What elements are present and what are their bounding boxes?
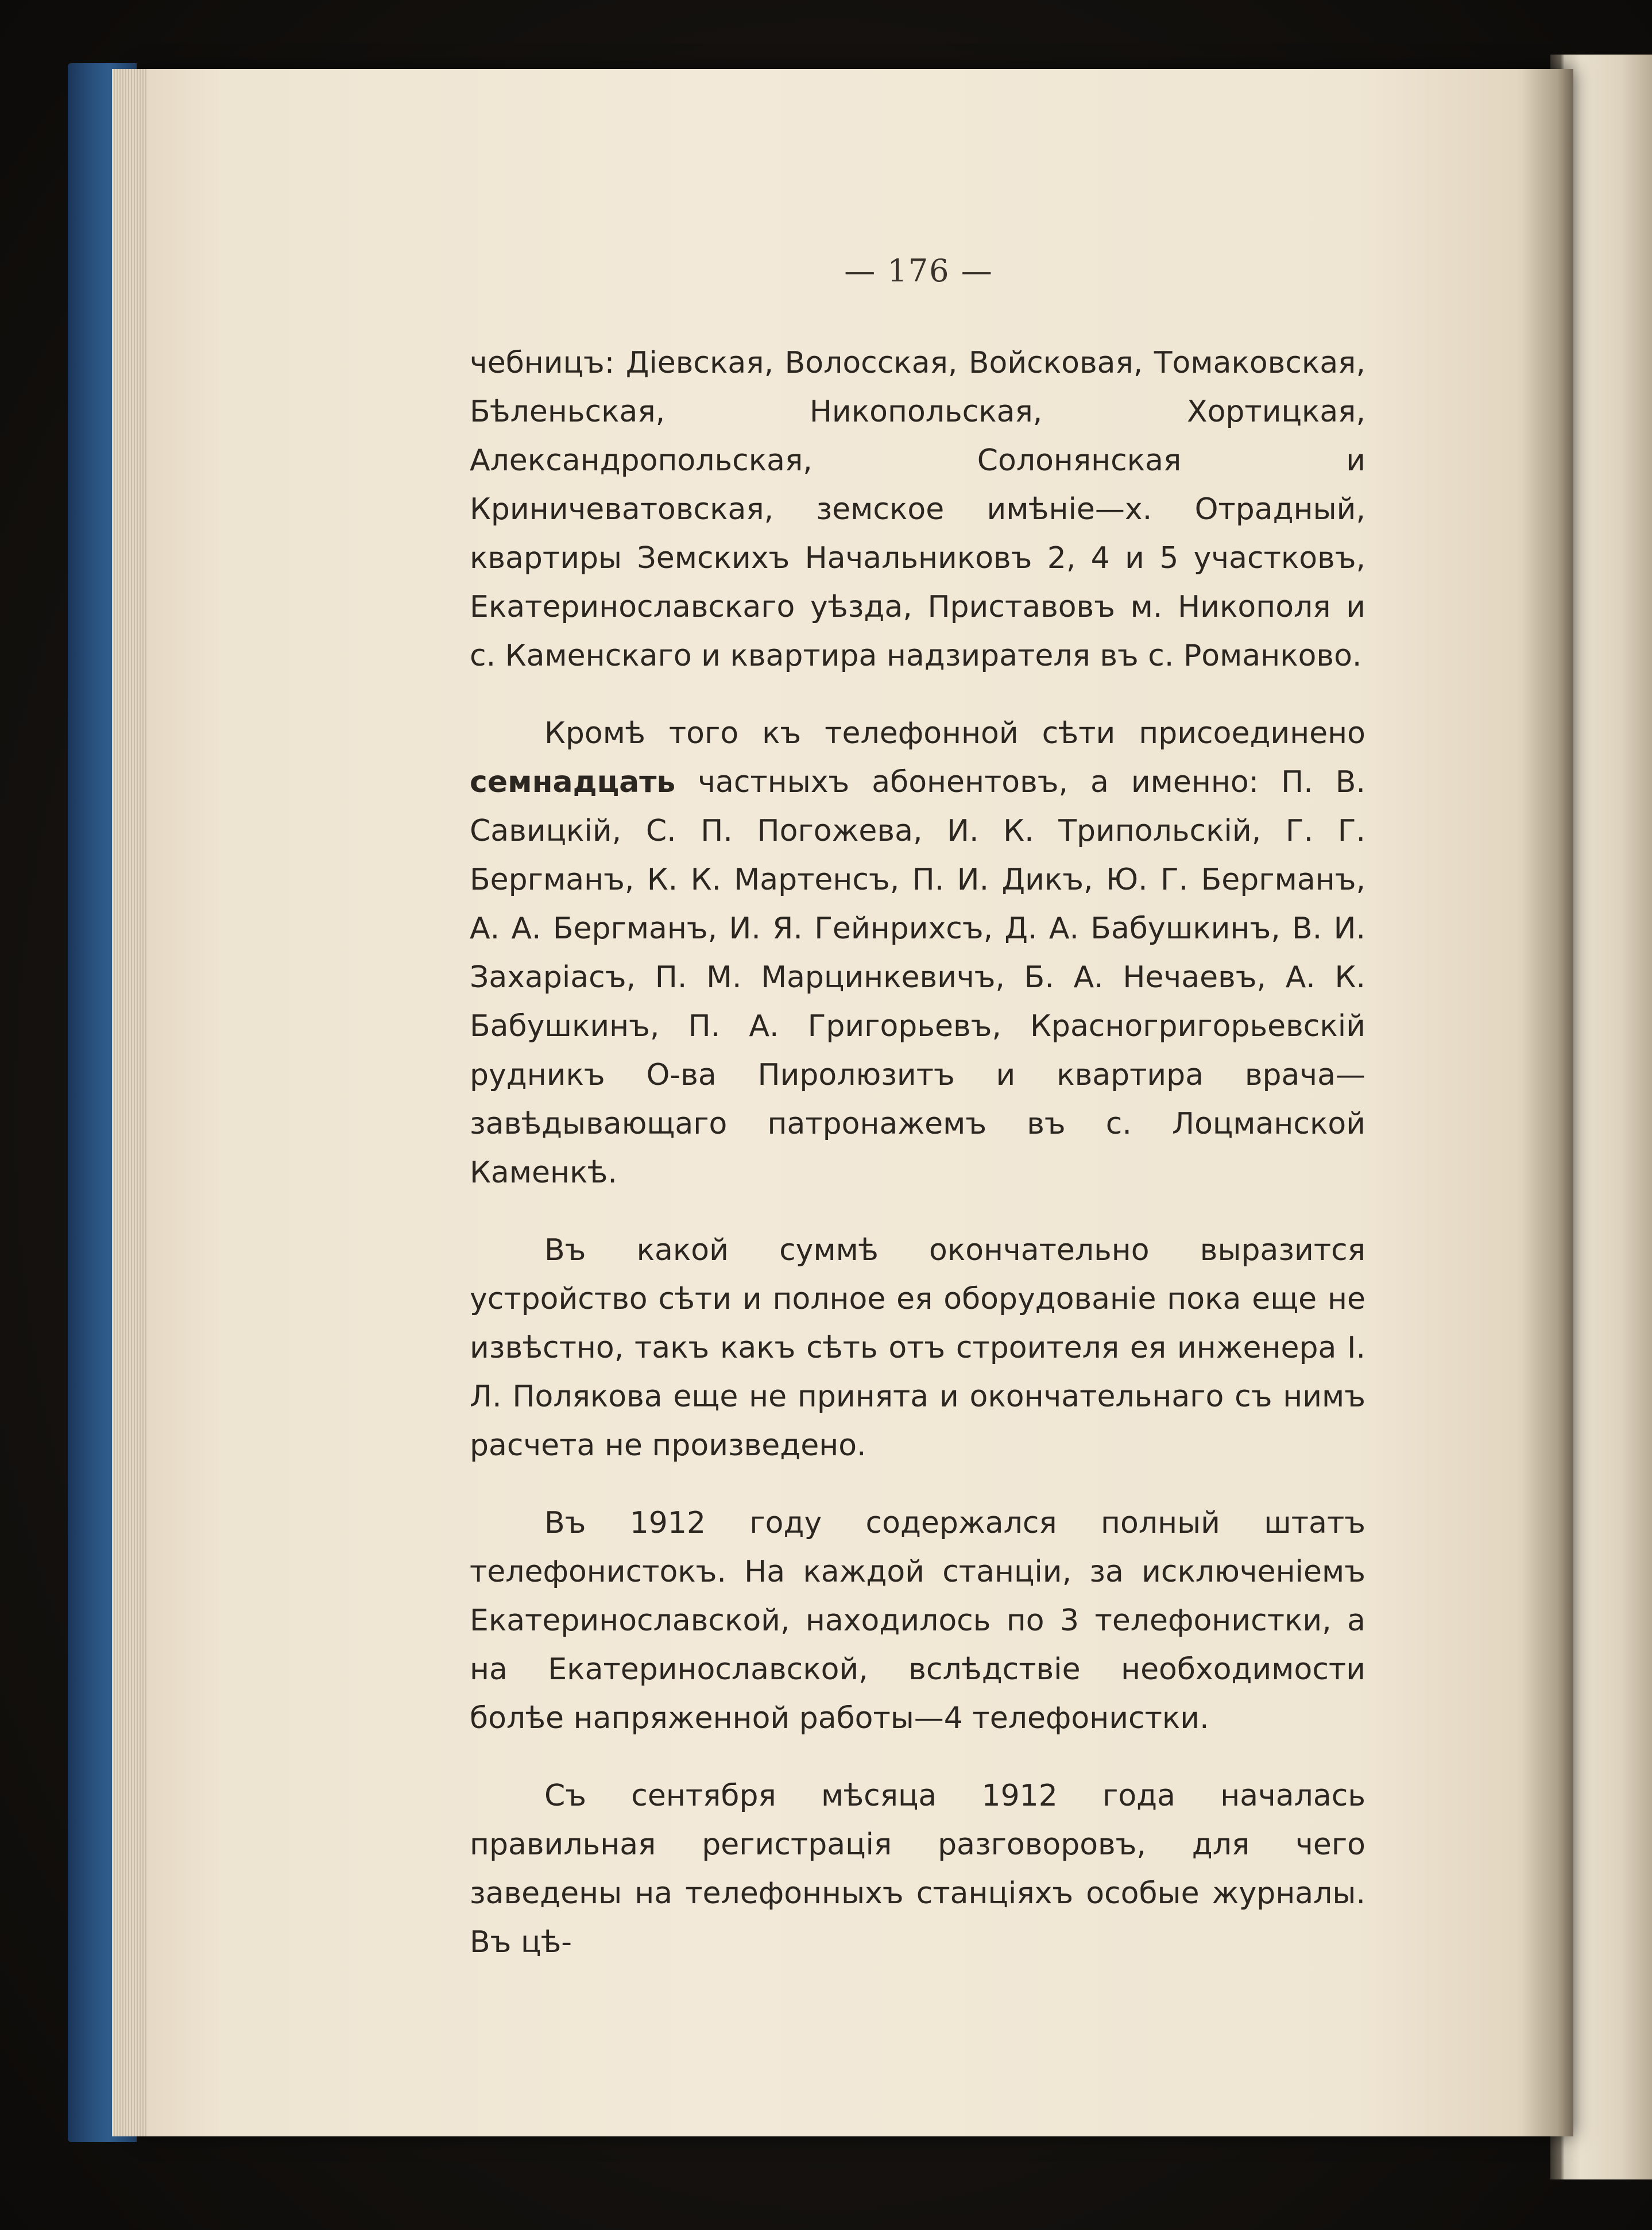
paragraph-4: Въ 1912 году содержался полный штатъ телефонистокъ. На каждой станцiи, за исключенiемъ Екатеринославской, находилось по 3 телефонистки, а на Екатеринославской, вслѣдствiе необходимости болѣе напряженной работы—4 телефонистки. <box>470 1506 1365 1736</box>
paragraph-2-lead: Кромѣ того къ телефонной сѣти присоединено <box>544 716 1365 751</box>
paragraph-1: чебницъ: Дiевская, Волосская, Войсковая, Томаковская, Бѣленьская, Никопольская, Хортицкая, Александропольская, Солонянская и Криничеватовская, земское имѣнiе—х. Отрадный, квартиры Земскихъ Начальниковъ 2, 4 и 5 участковъ, Екатеринославскаго уѣзда, Приставовъ м. Никополя и с. Каменскаго и квартира надзирателя въ с. Романково. <box>470 346 1365 673</box>
page-edges <box>112 69 146 2136</box>
paragraph-3: Въ какой суммѣ окончательно выразится устройство сѣти и полное ея оборудованiе пока еще не извѣстно, такъ какъ сѣть отъ строителя ея инженера I. Л. Полякова еще не принята и окончательнаго съ нимъ расчета не произведено. <box>470 1233 1365 1463</box>
paragraph-2-emphasis: семнадцать <box>470 765 676 799</box>
page-number: — 176 — <box>844 253 993 289</box>
page-body <box>470 339 1365 1967</box>
page-gutter-shadow <box>1522 69 1573 2136</box>
paragraph-5: Съ сентября мѣсяца 1912 года началась правильная регистрацiя разговоровъ, для чего заведены на телефонныхъ станцiяхъ особые журналы. Въ цѣ- <box>470 1779 1365 1960</box>
paragraph-2-rest: частныхъ абонентовъ, а именно: П. В. Савицкiй, С. П. Погожева, И. К. Трипольскiй, Г. Г. Бергманъ, К. К. Мартенсъ, П. И. Дикъ, Ю. Г. Бергманъ, А. А. Бергманъ, И. Я. Гейнрихсъ, Д. А. Бабушкинъ, В. И. Захарiасъ, П. М. Марцинкевичъ, Б. А. Нечаевъ, А. К. Бабушкинъ, П. А. Григорьевъ, Красногригорьевскiй рудникъ О-ва Пиролюзитъ и квартира врача—завѣдывающаго патронажемъ въ с. Лоцманской Каменкѣ. <box>470 765 1365 1190</box>
paragraph-2 <box>470 709 1365 1197</box>
